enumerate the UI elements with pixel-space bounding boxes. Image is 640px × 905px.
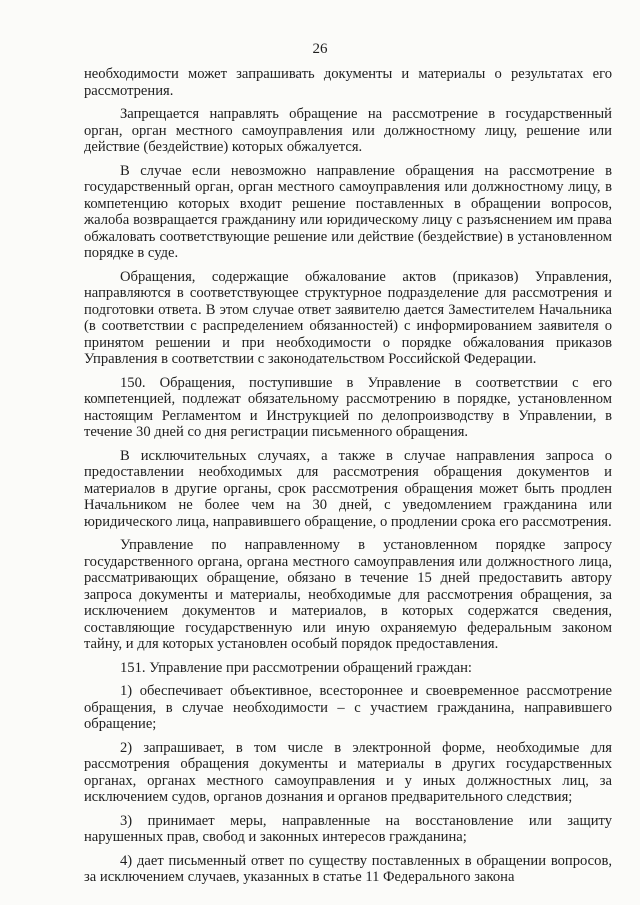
paragraph: В исключительных случаях, а также в случае направления запроса о предоставлении необходимых для рассмотрения обращения документов и материалов в другие органы, срок рассмотрения обращения может быть продлен Начальником не более чем на 30 дней, с уведомлением гражданина или юридического лица, направившего обращение, о продлении срока его рассмотрения. xyxy=(84,447,612,530)
paragraph: 4) дает письменный ответ по существу поставленных в обращении вопросов, за исключением случаев, указанных в статье 11 Федерального закона xyxy=(84,852,612,885)
page-number: 26 xyxy=(312,41,328,57)
paragraph: 150. Обращения, поступившие в Управление в соответствии с его компетенцией, подлежат обязательному рассмотрению в порядке, установленном настоящим Регламентом и Инструкцией по делопроизводству в Управлении, в течение 30 дней со дня регистрации письменного обращения. xyxy=(84,374,612,440)
paragraph: 151. Управление при рассмотрении обращений граждан: xyxy=(120,659,472,676)
document-body xyxy=(84,66,612,893)
paragraph: 2) запрашивает, в том числе в электронной форме, необходимые для рассмотрения обращения документы и материалы в других государственных органах, органах местного самоуправления и у иных должностных лиц, за исключением судов, органов дознания и органов предварительного следствия; xyxy=(84,739,612,805)
paragraph: Запрещается направлять обращение на рассмотрение в государственный орган, орган местного самоуправления или должностному лицу, решение или действие (бездействие) которых обжалуется. xyxy=(84,106,612,155)
paragraph: Управление по направленному в установленном порядке запросу государственного органа, органа местного самоуправления или должностного лица, рассматривающих обращение, обязано в течение 15 дней предоставить автору запроса документы и материалы, необходимые для рассмотрения обращения, за исключением документов и материалов, в которых содержатся сведения, составляющие государственную или иную охраняемую федеральным законом тайну, и для которых установлен особый порядок предоставления. xyxy=(84,537,612,652)
paragraph: необходимости может запрашивать документы и материалы о результатах его рассмотрения. xyxy=(84,66,612,99)
paragraph: Обращения, содержащие обжалование актов (приказов) Управления, направляются в соответствующее структурное подразделение для рассмотрения и подготовки ответа. В этом случае ответ заявителю дается Заместителем Начальника (в соответствии с распределением обязанностей) с информированием заявителя о принятом решении и при необходимости о порядке обжалования приказов Управления в соответствии с законодательством Российской Федерации. xyxy=(84,268,612,367)
paragraph: 3) принимает меры, направленные на восстановление или защиту нарушенных прав, свобод и законных интересов гражданина; xyxy=(84,812,612,845)
paragraph: 1) обеспечивает объективное, всестороннее и своевременное рассмотрение обращения, в случае необходимости – с участием гражданина, направившего обращение; xyxy=(84,683,612,732)
paragraph: В случае если невозможно направление обращения на рассмотрение в государственный орган, орган местного самоуправления или должностному лицу, в компетенцию которых входит решение поставленных в обращении вопросов, жалоба возвращается гражданину или юридическому лицу с разъяснением им права обжаловать соответствующие решение или действие (бездействие) в установленном порядке в суде. xyxy=(84,162,612,261)
